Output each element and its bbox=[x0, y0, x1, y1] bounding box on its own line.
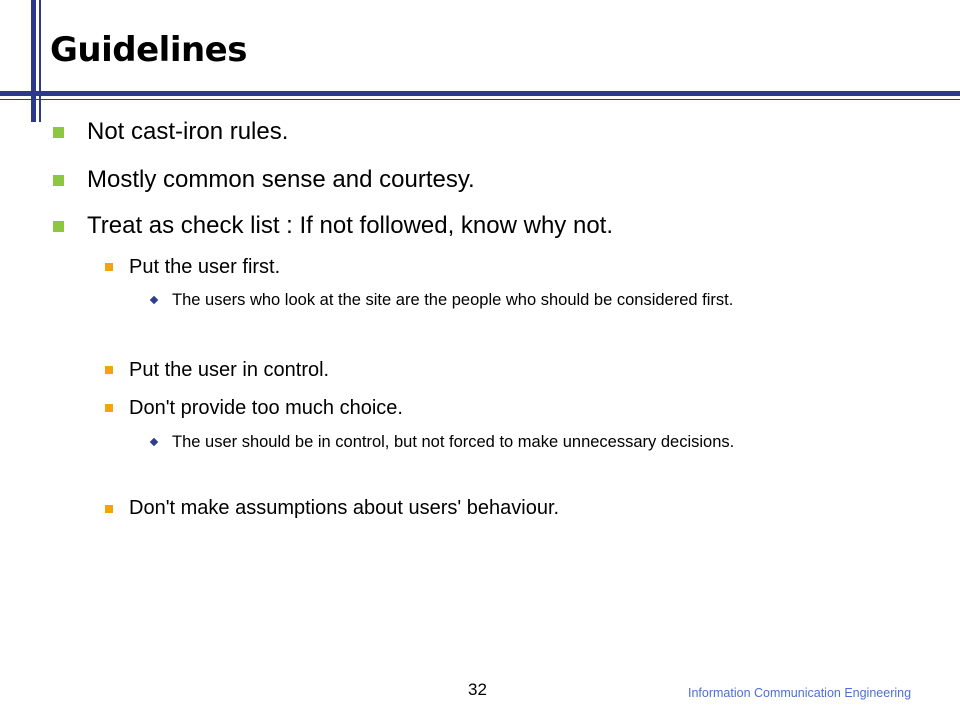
bullet-square-icon bbox=[53, 175, 64, 186]
sub-sub-bullet-text: The users who look at the site are the people who should be considered first. bbox=[172, 291, 734, 309]
bullet-text: Mostly common sense and courtesy. bbox=[87, 166, 475, 193]
page-number: 32 bbox=[468, 680, 487, 699]
sub-bullet-text: Don't provide too much choice. bbox=[129, 397, 403, 419]
frame-horizontal-line-thick bbox=[0, 91, 960, 96]
diamond-bullet-icon bbox=[150, 296, 158, 304]
sub-bullet-text: Put the user first. bbox=[129, 256, 281, 278]
sub-bullet-square-icon bbox=[105, 404, 113, 412]
sub-bullet-square-icon bbox=[105, 366, 113, 374]
diamond-bullet-icon bbox=[150, 438, 158, 446]
bullet-square-icon bbox=[53, 221, 64, 232]
sub-bullet-text: Don't make assumptions about users' behaviour. bbox=[129, 497, 560, 519]
bullet-square-icon bbox=[53, 127, 64, 138]
sub-sub-bullet-text: The user should be in control, but not forced to make unnecessary decisions. bbox=[172, 433, 735, 451]
bullet-text: Not cast-iron rules. bbox=[87, 118, 289, 145]
slide-title: Guidelines bbox=[50, 30, 247, 70]
footer-text: Information Communication Engineering bbox=[688, 686, 912, 700]
bullet-text: Treat as check list : If not followed, know why not. bbox=[87, 212, 614, 239]
sub-bullet-square-icon bbox=[105, 505, 113, 513]
frame-horizontal-line-thin bbox=[0, 99, 960, 100]
frame-vertical-line-thick bbox=[31, 0, 36, 122]
frame-vertical-line-thin bbox=[39, 0, 41, 122]
sub-bullet-square-icon bbox=[105, 263, 113, 271]
sub-bullet-text: Put the user in control. bbox=[129, 359, 330, 381]
